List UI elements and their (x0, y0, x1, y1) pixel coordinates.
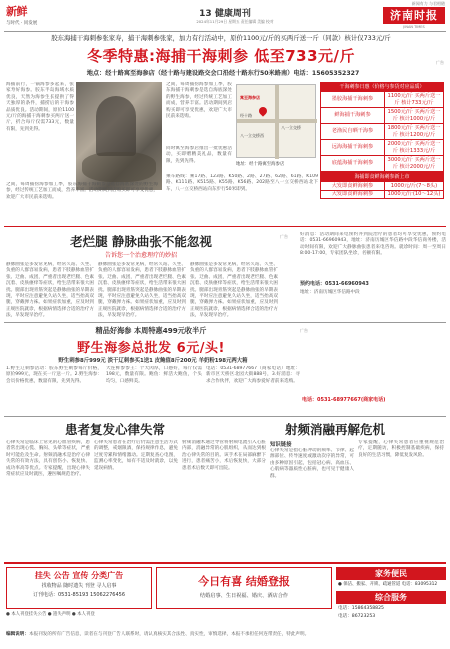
price-item-price: 1100元/斤 买两斤送一斤 核计733元/斤 (384, 92, 443, 108)
wholesale-phone: 电话：0531-68977667(商家电话) (302, 397, 386, 403)
wholesale-kicker: 精品好海参 本周特惠499元收半斤 (95, 326, 207, 335)
price-item-price: 1000元/斤(10～12头) (384, 190, 443, 199)
table-row (321, 140, 444, 156)
feature-body-col3: 同时寓至海参店推出一批优惠活动，买即赠精美礼品，数量有限，先到先得。 (166, 146, 232, 164)
map-label-bridge: 八一立交桥 (281, 125, 301, 130)
disease-knowledge-title: 知识链接 (270, 442, 292, 448)
map-pin-icon (257, 105, 268, 116)
table-row (321, 190, 444, 199)
section-divider (4, 562, 446, 564)
page-title: 13 健康周刊 (199, 9, 251, 19)
vein-headline: 老烂腿 静脉曲张不能忽视 (70, 234, 212, 249)
wholesale-ad-tag: 广告 (300, 328, 308, 333)
service-mid-title: 综合服务 (336, 591, 446, 604)
service-phone-2: 电话：86723253 (338, 614, 376, 619)
feature-ad-tag: 广告 (436, 60, 444, 65)
feature-body-col1-cont: 之间，每周捕捞海参加工季，胶东海捕干海刺参是选自海底深处的野生海参，经过传统工艺加工而成，营养丰富。活动期间到店购买即可享受优惠，欢迎广大市民前来选购。 (6, 182, 158, 200)
price-item-price: 1800元/斤 买两斤送一斤 核计1200元/斤 (384, 124, 443, 140)
notice-text: 本报刊发的所有广告信息，读者在与刊登广告人联系时，请认真核实其合法性、真实性，审慎选择，本报不承担任何连带责任，特此声明。 (28, 632, 310, 637)
disease-headline-left: 患者复发心律失常 (64, 422, 165, 437)
service-panel (336, 567, 446, 645)
price-table (320, 82, 444, 199)
disease-col1: 心律失常是临床上常见的心血管疾病，患者常出现心慌、胸闷、头晕等症状，严重时可能危及生命。射频消融术是治疗心律失常的有效方法，具有创伤小、恢复快、成功率高等优点。专家提醒，出现心律失常症状应及时就医，遵医嘱规范治疗。 (6, 440, 90, 478)
classified-left-items: ● 本人刊登挂失公告 ● 遗失声明 ● 本人刊登 (6, 612, 95, 617)
disease-col4: 心律失常是指心脏冲动的频率、节律、起源部位、传导速度或激动次序的异常，可由多种原因引起，包括冠心病、高血压、心肌病等器质性心脏病，也可见于健康人群。 (270, 448, 354, 479)
feature-kicker: 胶东海捕干海刺参张家寿，捕干海刺参张家，加力有行活动中，原价1100元/斤的买两斤送一斤（同款）核计仅733元/斤 (51, 34, 391, 42)
wedding-title: 今日有喜 结婚登报 (198, 575, 290, 588)
feature-headline: 冬季特惠:海捕干海刺参 低至733元/斤 (86, 47, 355, 65)
table-row (321, 156, 444, 172)
table-row (321, 108, 444, 124)
price-bottom-rows (320, 181, 444, 199)
feature-address: 地点：经十路寓至海参店（经十路与建设路交会口沿经十路东行50米路南）电话：15605352327 (86, 70, 360, 77)
service-phone-1: 电话：15864358825 (338, 606, 384, 611)
section-divider (4, 322, 446, 323)
service-top-title: 家务便民 (336, 567, 446, 580)
fisherman-photo (76, 82, 162, 190)
price-item-name: 大发即食鲜海刺参 (321, 182, 385, 191)
masthead-top: 新闻有力 与君相随 (411, 1, 445, 6)
vein-address: 地址：济南历城区华信路中段 (300, 290, 360, 295)
disease-col5: 专家提醒，心律失常患者应重视规范治疗，定期随访，积极控制基础疾病，保持良好的生活习惯，降低复发风险。 (358, 440, 444, 458)
logo-mark: 新鲜 (6, 5, 27, 18)
classified-left-title: 挂失 公告 宣传 分类广告 (34, 571, 124, 580)
map-label-road: 经十路 (240, 113, 252, 118)
map-label-west: 八一立交桥西 (240, 133, 264, 138)
store-address-box: 地址：经十路寓至海参店 (236, 162, 285, 167)
bus-route: 乘车路线：乘17路、123路、K50路、2路、27路、62路、61路、K109路、K111路、K515路、K55路、K56路、202路至八一立交桥西站北下车，八一立交桥西站向东步行50米即到。 (166, 174, 318, 192)
logo-tagline: 与时代 · 同发展 (6, 21, 38, 26)
masthead-sub: JINAN TIMES (403, 25, 425, 29)
price-item-price: 3000元/斤 买两斤送一斤 核计2000元/斤 (384, 156, 443, 172)
disease-col2: 心律失常患者在治疗后仍需注意生活方式的调整，戒烟限酒，保持规律作息，避免过度劳累和情绪激动。定期复查心电图，监测心率变化，如有不适及时就诊，以免延误病情。 (94, 440, 178, 471)
wedding-box (156, 567, 332, 609)
header-rule (4, 31, 446, 32)
header-logo-left (6, 3, 50, 26)
price-table-rows (320, 91, 444, 172)
table-row (321, 92, 444, 108)
price-item-name: 大发即食鲜海刺参 (321, 190, 385, 199)
vein-body-col2: 静脉曲张是多发常见病，经常久站、久坐、负重的人群容易发病，患者下肢静脉血管扩张、迂曲、成团，严重者出现老烂腿、色素沉着、皮肤瘙痒等症状，给生活带来很大困扰。腿部出现青筋突起是静脉曲张的早期表现，平时应注意避免久站久坐，适当抬高双腿，穿戴弹力袜。如果症状加重，应及时到正规医院就诊，根据病情选择合适的治疗方法，早发现早治疗。 (98, 262, 186, 318)
vein-subhead: 告诉您一个治愈理疗的妙招 (104, 252, 177, 259)
masthead-text: 济南时报 (390, 9, 438, 22)
vein-body-col1: 静脉曲张是多发常见病，经常久站、久坐、负重的人群容易发病，患者下肢静脉血管扩张、迂曲、成团，严重者出现老烂腿、色素沉着、皮肤瘙痒等症状，给生活带来很大困扰。腿部出现青筋突起是静脉曲张的早期表现，平时应注意避免久站久坐，适当抬高双腿，穿戴弹力袜。如果症状加重，应及时到正规医院就诊，根据病情选择合适的治疗方法，早发现早治疗。 (6, 262, 94, 318)
vein-phone: 预约电话：0531-66960943 (300, 281, 369, 287)
section-divider (4, 226, 446, 227)
location-map (236, 84, 316, 158)
map-label-store: 寓至海参店 (240, 95, 260, 100)
price-item-name: 鲜海捕干海刺参 (321, 108, 385, 124)
service-items: ● 保洁、搬家、开锁、疏通管道 电话：83095312 (338, 582, 438, 587)
editor-notice (6, 620, 332, 644)
price-item-price: 1000元/斤(7～8头) (384, 182, 443, 191)
wholesale-body-mid: 大连鲜参参王：个大肉厚，口感好，每斤仅需198元，数量有限。鲍鱼：鲜活大鲍鱼，个头均匀，口感鲜美。 (106, 366, 202, 384)
price-item-name: 底蕴海捕干海刺参 (321, 156, 385, 172)
wholesale-body-left: 1.野生辽刺参活动：胶东野生刺参每斤价格，原价999元，现在买一斤送一斤。2.野生海参：会员价格优惠，数量有限，先到先得。 (6, 366, 102, 384)
table-row (321, 182, 444, 191)
wholesale-subline: 野生刺参8斤999元 淡干辽刺参买1送1 皮鲍值8斤200元 羊奶粉198元两大箱 (58, 358, 248, 364)
vein-body-col3: 静脉曲张是多发常见病，经常久站、久坐、负重的人群容易发病，患者下肢静脉血管扩张、迂曲、成团，严重者出现老烂腿、色素沉着、皮肤瘙痒等症状，给生活带来很大困扰。腿部出现青筋突起是静脉曲张的早期表现，平时应注意避免久站久坐，适当抬高双腿，穿戴弹力袜。如果症状加重，应及时到正规医院就诊，根据病情选择合适的治疗方法，早发现早治疗。 (190, 262, 278, 318)
classified-left-sub: 找收物品 随时遗失 刊登 寻人启事 (41, 583, 117, 589)
classified-left-box (6, 567, 152, 609)
price-table-title: 干海刺参日惠（价格与参货对应品质） (320, 82, 444, 91)
wholesale-body-right: 电话：0531-68977667（商家电话）地址：新市区天桥区北园大街888号，3.好消息：寻求合作伙伴，欢迎广大海参爱好者前来选购。 (206, 366, 300, 384)
price-item-price: 2000元/斤 买两斤送一斤 核计1333元/斤 (384, 140, 443, 156)
vein-side-text: 好消息：活动期间来电预约并到院治疗的患者均可享受优惠，预约电话：0531-66960943，地址：济南历城区华信路中段华信商务楼，活动时间有限，欢迎广大静脉曲张患者来电咨询。就诊时间：周一至周日 8:00-17:00，专家团队坐诊，名额有限。 (300, 232, 446, 257)
wholesale-headline: 野生海参总批发 6元/头! (77, 341, 225, 356)
price-item-name: 墨胶海捕干海刺参 (321, 92, 385, 108)
price-item-price: 1500元/斤 买两斤送一斤 核计1000元/斤 (384, 108, 443, 124)
section-divider (4, 416, 446, 417)
price-item-name: 老渔民自晒干海参 (321, 124, 385, 140)
vein-ad-tag: 广告 (280, 234, 288, 239)
feature-body-col1: 海捕前行，一锅海参多起来，张家寿好海参。胶东半岛海域水质优良，天然为海参生长提供了得天独厚的条件，捕捞后的干海参品质优良。活动期间，原价1100元/斤的海捕干海刺参买两斤送一斤，折合每斤仅需733元，数量有限，先到先得。 (6, 82, 74, 132)
disease-headline-right: 射频消融再解危机 (284, 422, 385, 437)
feature-body-col2: 之间，每周捕捞海参加工季，胶东海捕干海刺参是选自海底深处的野生海参，经过传统工艺加工而成，营养丰富。活动期间到店购买即可享受优惠，欢迎广大市民前来选购。 (166, 82, 232, 120)
disease-col3: 射频消融术通过导管将射频电流引入心脏内部，消融异常的心肌组织，从而达到根治心律失常的目的。该手术在局部麻醉下进行，患者痛苦小，术后恢复快，大部分患者术后数天即可出院。 (182, 440, 266, 471)
table-row (321, 124, 444, 140)
wedding-sub: 结婚启事、生日祝福、婚庆、酒店合作 (199, 593, 289, 599)
price-item-name: 远海海捕干海刺参 (321, 140, 385, 156)
masthead (383, 7, 445, 24)
notice-title: 编辑说明： (6, 632, 29, 637)
classified-left-phone: 订刊电话：0531-85193 15062276456 (32, 592, 126, 598)
date-line: 2024年11月29日 星期五 责任编辑 美编 校对 (196, 19, 274, 24)
price-bottom-title: 海捕即食鲜海刺参新上市 (320, 172, 444, 181)
